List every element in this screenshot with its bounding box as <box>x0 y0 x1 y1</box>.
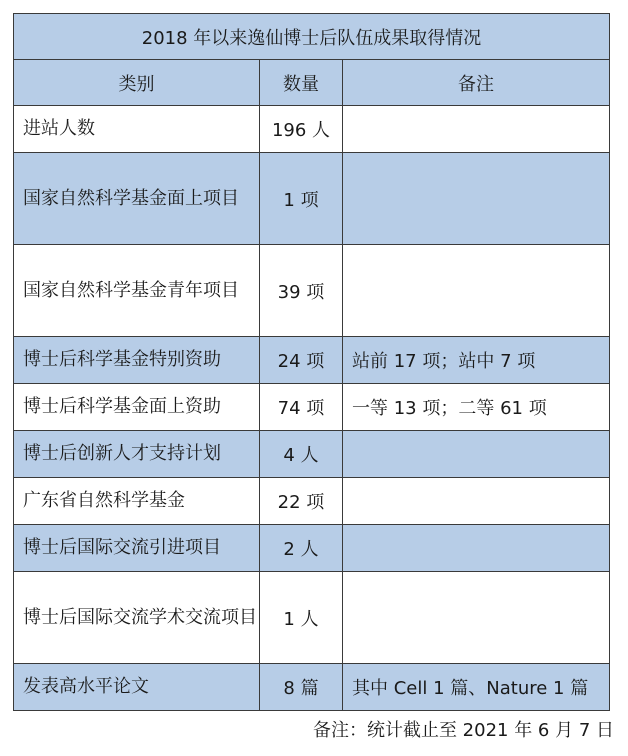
table-title: 2018 年以来逸仙博士后队伍成果取得情况 <box>14 14 610 60</box>
row-count: 8 篇 <box>260 664 343 711</box>
footnote: 备注：统计截止至 2021 年 6 月 7 日 <box>312 720 614 741</box>
row-note <box>343 431 610 478</box>
row-count: 196 人 <box>260 106 343 153</box>
row-count: 4 人 <box>260 431 343 478</box>
row-count: 1 项 <box>260 153 343 245</box>
row-note <box>343 525 610 572</box>
table-row <box>14 431 610 478</box>
row-count: 2 人 <box>260 525 343 572</box>
row-category: 博士后创新人才支持计划 <box>14 431 260 478</box>
header-note: 备注 <box>343 60 610 106</box>
table-row <box>14 337 610 384</box>
header-category: 类别 <box>14 60 260 106</box>
row-count: 1 人 <box>260 572 343 664</box>
row-category: 博士后科学基金特别资助 <box>14 337 260 384</box>
header-count: 数量 <box>260 60 343 106</box>
row-category: 国家自然科学基金青年项目 <box>14 245 260 337</box>
table-row <box>14 245 610 337</box>
table-header-row <box>14 60 610 106</box>
row-category: 博士后科学基金面上资助 <box>14 384 260 431</box>
row-note <box>343 478 610 525</box>
row-category: 发表高水平论文 <box>14 664 260 711</box>
row-category: 博士后国际交流引进项目 <box>14 525 260 572</box>
row-count: 24 项 <box>260 337 343 384</box>
table-row <box>14 525 610 572</box>
table-row <box>14 384 610 431</box>
row-category: 进站人数 <box>14 106 260 153</box>
table-row <box>14 664 610 711</box>
row-note <box>343 245 610 337</box>
row-note <box>343 572 610 664</box>
results-table <box>13 13 610 711</box>
table-row <box>14 106 610 153</box>
table-row <box>14 572 610 664</box>
row-category: 广东省自然科学基金 <box>14 478 260 525</box>
table-row <box>14 478 610 525</box>
row-note: 其中 Cell 1 篇、Nature 1 篇 <box>343 664 610 711</box>
row-category: 国家自然科学基金面上项目 <box>14 153 260 245</box>
row-note: 站前 17 项；站中 7 项 <box>343 337 610 384</box>
row-count: 39 项 <box>260 245 343 337</box>
row-count: 22 项 <box>260 478 343 525</box>
row-note: 一等 13 项；二等 61 项 <box>343 384 610 431</box>
table-row <box>14 153 610 245</box>
table-title-row <box>14 14 610 60</box>
row-note <box>343 106 610 153</box>
row-note <box>343 153 610 245</box>
row-category: 博士后国际交流学术交流项目 <box>14 572 260 664</box>
row-count: 74 项 <box>260 384 343 431</box>
